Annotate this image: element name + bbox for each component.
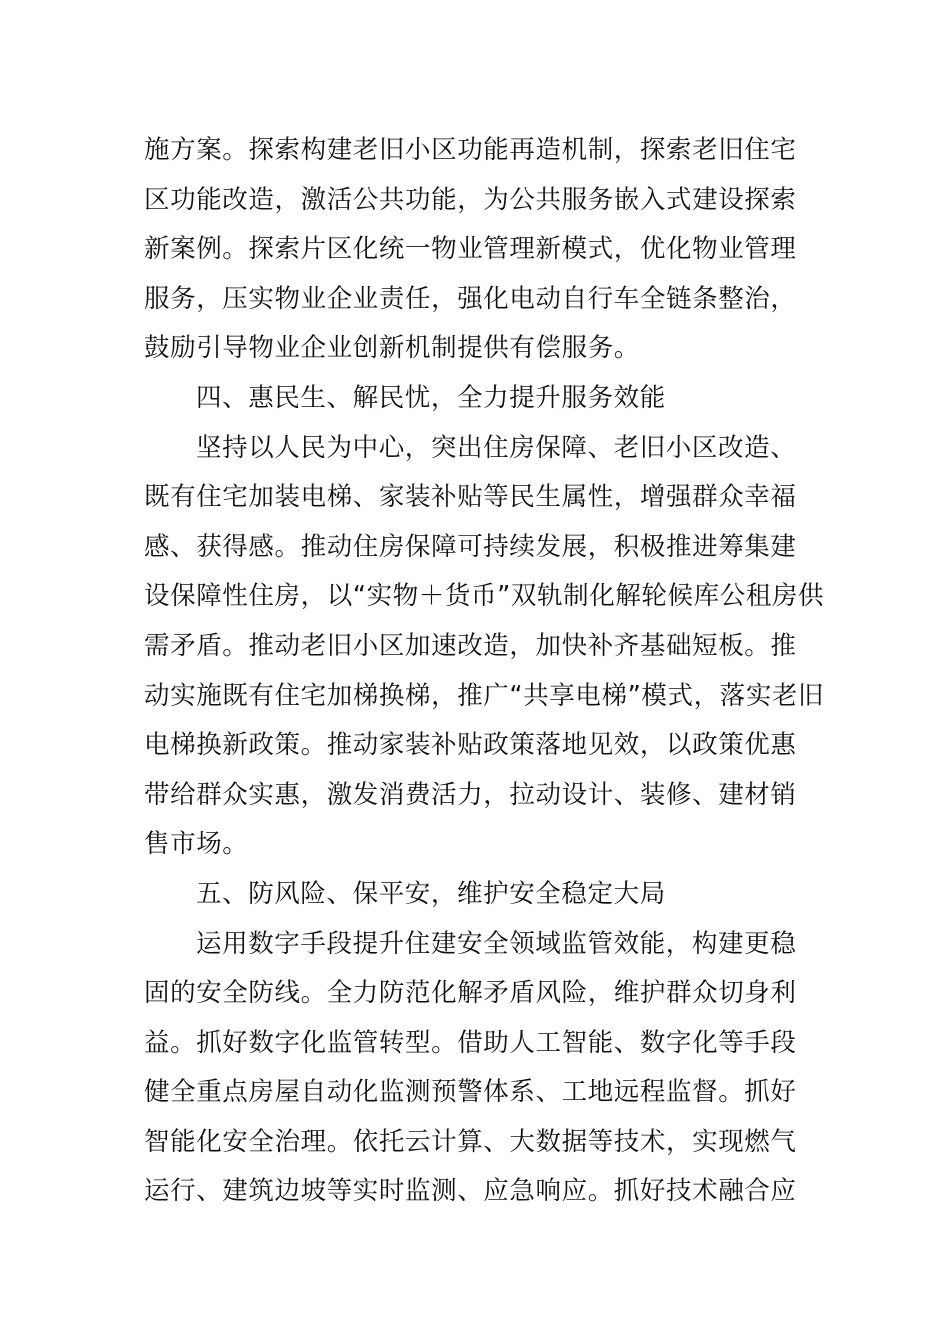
text-line: 益。抓好数字化监管转型。借助人工智能、数字化等手段	[144, 1027, 797, 1058]
text-line: 设保障性住房，以“实物＋货币”双轨制化解轮候库公租房供	[144, 581, 825, 612]
text-line: 带给群众实惠，激发消费活力，拉动设计、装修、建材销	[144, 779, 797, 810]
text-line: 电梯换新政策。推动家装补贴政策落地见效，以政策优惠	[144, 730, 797, 761]
text-line: 售市场。	[144, 829, 249, 860]
section-heading: 五、防风险、保平安，维护安全稳定大局	[196, 878, 666, 909]
text-line: 区功能改造，激活公共功能，为公共服务嵌入式建设探索	[144, 184, 797, 215]
text-line: 鼓励引导物业企业创新机制提供有偿服务。	[144, 333, 640, 364]
text-line: 运行、建筑边坡等实时监测、应急响应。抓好技术融合应	[144, 1176, 797, 1207]
text-line: 固的安全防线。全力防范化解矛盾风险，维护群众切身利	[144, 978, 797, 1009]
paragraph-first-line: 坚持以人民为中心，突出住房保障、老旧小区改造、	[196, 432, 797, 463]
text-line: 健全重点房屋自动化监测预警体系、工地远程监督。抓好	[144, 1077, 797, 1108]
text-line: 服务，压实物业企业责任，强化电动自行车全链条整治，	[144, 283, 797, 314]
text-line: 智能化安全治理。依托云计算、大数据等技术，实现燃气	[144, 1126, 797, 1157]
text-line: 需矛盾。推动老旧小区加速改造，加快补齐基础短板。推	[144, 630, 797, 661]
text-line: 既有住宅加装电梯、家装补贴等民生属性，增强群众幸福	[144, 482, 797, 513]
text-line: 施方案。探索构建老旧小区功能再造机制，探索老旧住宅	[144, 135, 797, 165]
text-line: 动实施既有住宅加梯换梯，推广“共享电梯”模式，落实老旧	[144, 680, 825, 711]
text-line: 新案例。探索片区化统一物业管理新模式，优化物业管理	[144, 234, 797, 265]
body-text	[144, 126, 825, 1217]
section-heading: 四、惠民生、解民忧，全力提升服务效能	[196, 382, 666, 413]
paragraph-first-line: 运用数字手段提升住建安全领域监管效能，构建更稳	[196, 928, 797, 959]
text-line: 感、获得感。推动住房保障可持续发展，积极推进筹集建	[144, 531, 797, 562]
